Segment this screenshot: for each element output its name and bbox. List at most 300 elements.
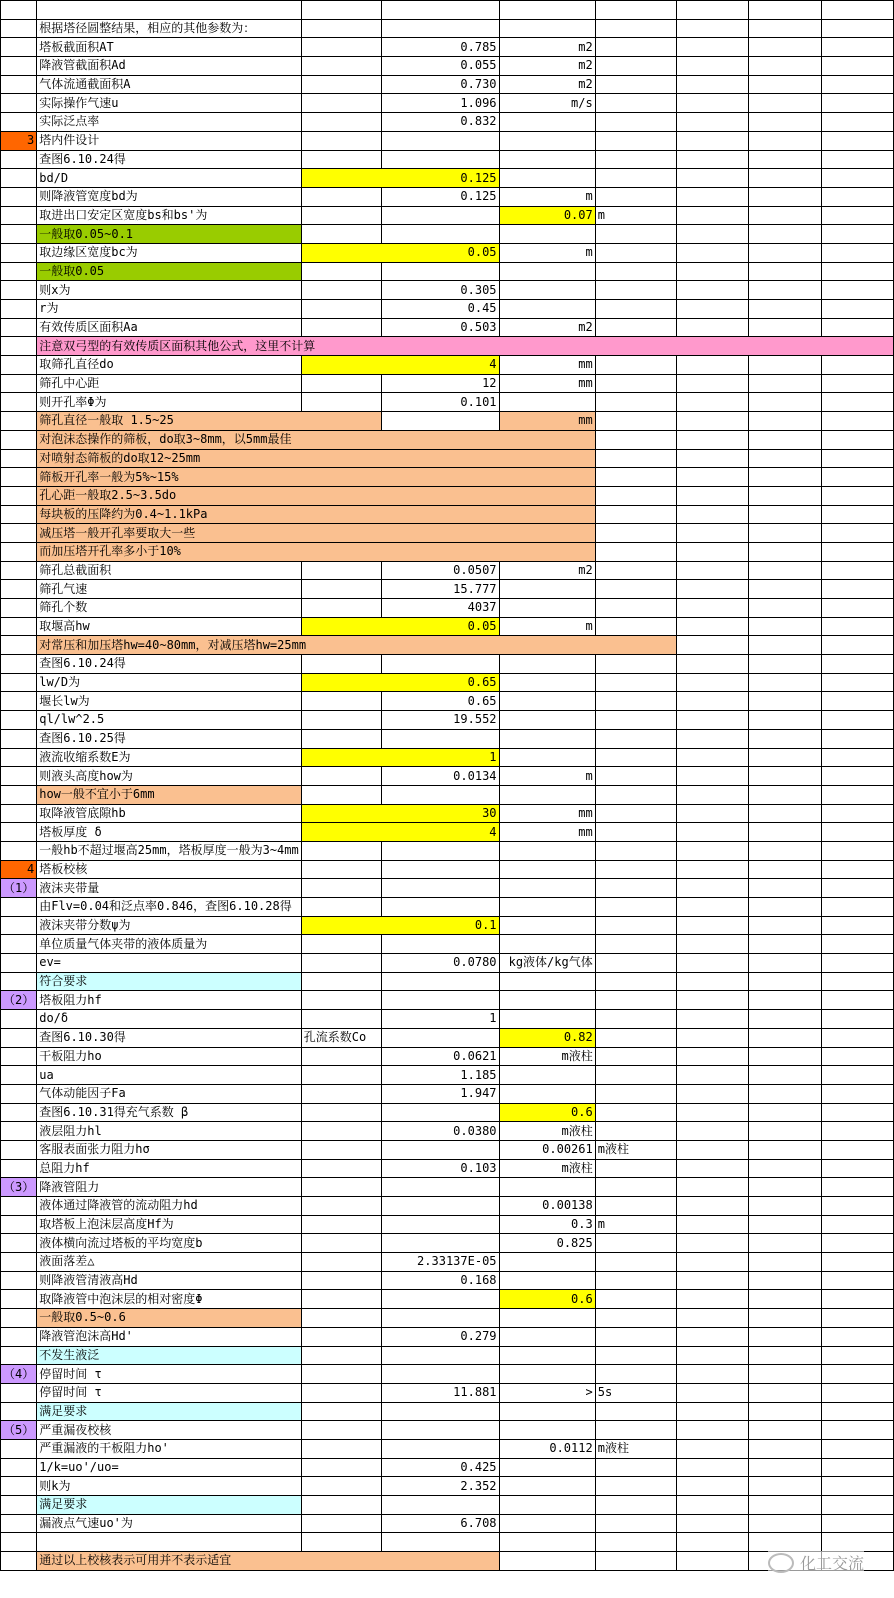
cell-d[interactable]: 0.305 [381, 281, 499, 300]
cell-a[interactable] [1, 374, 37, 393]
cell-a[interactable] [1, 785, 37, 804]
cell-e[interactable] [499, 860, 595, 879]
cell-g[interactable] [676, 374, 748, 393]
cell-f[interactable] [595, 131, 676, 150]
cell-i[interactable] [821, 1271, 893, 1290]
cell-d[interactable]: 2.33137E-05 [381, 1253, 499, 1272]
cell-d[interactable] [381, 655, 499, 674]
cell-e[interactable] [499, 281, 595, 300]
cell-i[interactable] [821, 262, 893, 281]
cell-g[interactable] [676, 524, 748, 543]
cell-d[interactable] [381, 150, 499, 169]
cell-c[interactable] [301, 393, 381, 412]
cell-b[interactable]: 取塔板上泡沫层高度Hf为 [37, 1215, 301, 1234]
cell-g[interactable] [676, 1197, 748, 1216]
cell-f[interactable] [595, 785, 676, 804]
cell-i[interactable] [821, 468, 893, 487]
cell-a[interactable] [1, 636, 37, 655]
cell-d[interactable] [381, 879, 499, 898]
cell-e[interactable]: m2 [499, 38, 595, 57]
cell-h[interactable] [749, 1159, 821, 1178]
cell-h[interactable] [749, 300, 821, 319]
cell-b[interactable]: 则降液管宽度bd为 [37, 187, 301, 206]
cell-i[interactable] [821, 1439, 893, 1458]
cell-h[interactable] [749, 1197, 821, 1216]
cell-i[interactable] [821, 524, 893, 543]
cell-h[interactable] [749, 542, 821, 561]
cell-h[interactable] [749, 785, 821, 804]
cell-b[interactable]: bd/D [37, 169, 301, 188]
cell-d[interactable] [381, 1439, 499, 1458]
cell-i[interactable] [821, 1458, 893, 1477]
cell-h[interactable] [749, 1421, 821, 1440]
cell-b[interactable]: how一般不宜小于6mm [37, 785, 301, 804]
cell-g[interactable] [676, 169, 748, 188]
cell-d[interactable]: 0.503 [381, 318, 499, 337]
cell-d[interactable]: 6.708 [381, 1514, 499, 1533]
cell-e[interactable] [499, 1, 595, 20]
cell-h[interactable] [749, 636, 821, 655]
cell-b[interactable]: 气体动能因子Fa [37, 1084, 301, 1103]
cell-b[interactable]: 则k为 [37, 1477, 301, 1496]
cell-a[interactable]: （4） [1, 1365, 37, 1384]
cell-h[interactable] [749, 19, 821, 38]
cell-a[interactable] [1, 187, 37, 206]
cell-c[interactable] [301, 1010, 381, 1029]
cell-h[interactable] [749, 1458, 821, 1477]
cell-f[interactable] [595, 1496, 676, 1515]
cell-i[interactable] [821, 1402, 893, 1421]
cell-h[interactable] [749, 1309, 821, 1328]
cell-e[interactable] [499, 1178, 595, 1197]
cell-g[interactable] [676, 94, 748, 113]
cell-e[interactable]: 0.6 [499, 1290, 595, 1309]
cell-b[interactable]: 漏液点气速uo'为 [37, 1514, 301, 1533]
cell-d[interactable] [381, 860, 499, 879]
cell-g[interactable] [676, 1271, 748, 1290]
cell-b[interactable]: 一般取0.05~0.1 [37, 225, 301, 244]
cell-d[interactable]: 15.777 [381, 580, 499, 599]
cell-b[interactable]: ua [37, 1066, 301, 1085]
cell-i[interactable] [821, 1066, 893, 1085]
cell-d[interactable] [381, 1421, 499, 1440]
cell-c[interactable] [301, 1496, 381, 1515]
cell-c[interactable] [301, 1047, 381, 1066]
cell-b[interactable]: 根据塔径圆整结果，相应的其他参数为： [37, 19, 301, 38]
cell-d[interactable]: 19.552 [381, 711, 499, 730]
cell-c[interactable] [301, 1178, 381, 1197]
cell-c[interactable] [301, 1122, 381, 1141]
cell-g[interactable] [676, 748, 748, 767]
cell-f[interactable] [595, 150, 676, 169]
cell-a[interactable]: （2） [1, 991, 37, 1010]
cell-d[interactable] [381, 1028, 499, 1047]
cell-b[interactable]: 取降液管底隙hb [37, 804, 301, 823]
cell-b[interactable]: 每块板的压降约为0.4~1.1kPa [37, 505, 595, 524]
cell-b[interactable]: 停留时间 τ [37, 1383, 301, 1402]
cell-i[interactable] [821, 486, 893, 505]
cell-a[interactable] [1, 486, 37, 505]
cell-e[interactable]: mm [499, 374, 595, 393]
cell-b[interactable]: 查图6.10.30得 [37, 1028, 301, 1047]
cell-a[interactable] [1, 19, 37, 38]
cell-i[interactable] [821, 1533, 893, 1552]
cell-i[interactable] [821, 1496, 893, 1515]
cell-e[interactable] [499, 711, 595, 730]
cell-b[interactable]: 取堰高hw [37, 617, 301, 636]
cell-g[interactable] [676, 150, 748, 169]
cell-a[interactable] [1, 1234, 37, 1253]
cell-b[interactable]: 单位质量气体夹带的液体质量为 [37, 935, 301, 954]
cell-i[interactable] [821, 243, 893, 262]
cell-a[interactable] [1, 1290, 37, 1309]
cell-e[interactable]: 0.0112 [499, 1439, 595, 1458]
cell-i[interactable] [821, 785, 893, 804]
cell-h[interactable] [749, 898, 821, 917]
cell-a[interactable] [1, 94, 37, 113]
cell-d[interactable] [381, 262, 499, 281]
cell-a[interactable] [1, 393, 37, 412]
cell-g[interactable] [676, 1159, 748, 1178]
cell-e[interactable] [499, 1346, 595, 1365]
cell-d[interactable]: 1.185 [381, 1066, 499, 1085]
cell-e[interactable] [499, 748, 595, 767]
cell-e[interactable]: m2 [499, 57, 595, 76]
cell-f[interactable] [595, 1159, 676, 1178]
cell-c[interactable]: 孔流系数Co [301, 1028, 381, 1047]
cell-e[interactable]: m2 [499, 75, 595, 94]
cell-d[interactable]: 0.45 [381, 300, 499, 319]
cell-h[interactable] [749, 599, 821, 618]
cell-a[interactable] [1, 561, 37, 580]
cell-e[interactable]: 0.82 [499, 1028, 595, 1047]
cell-i[interactable] [821, 673, 893, 692]
cell-c[interactable] [301, 1383, 381, 1402]
cell-c[interactable]: 0.05 [301, 243, 499, 262]
cell-d[interactable] [381, 1234, 499, 1253]
cell-g[interactable] [676, 38, 748, 57]
cell-e[interactable] [499, 1552, 595, 1571]
cell-i[interactable] [821, 972, 893, 991]
cell-a[interactable] [1, 1309, 37, 1328]
cell-c[interactable] [301, 972, 381, 991]
cell-g[interactable] [676, 1047, 748, 1066]
cell-e[interactable] [499, 1271, 595, 1290]
cell-a[interactable] [1, 916, 37, 935]
cell-c[interactable] [301, 1140, 381, 1159]
cell-i[interactable] [821, 711, 893, 730]
cell-b[interactable]: 对泡沫态操作的筛板，do取3~8mm，以5mm最佳 [37, 430, 595, 449]
cell-i[interactable] [821, 636, 893, 655]
cell-c[interactable] [301, 19, 381, 38]
cell-c[interactable] [301, 1215, 381, 1234]
cell-b[interactable]: ql/lw^2.5 [37, 711, 301, 730]
cell-c[interactable] [301, 281, 381, 300]
cell-g[interactable] [676, 1496, 748, 1515]
cell-d[interactable] [381, 1309, 499, 1328]
cell-e[interactable] [499, 1533, 595, 1552]
cell-i[interactable] [821, 1028, 893, 1047]
cell-a[interactable] [1, 1552, 37, 1571]
cell-c[interactable] [301, 1159, 381, 1178]
cell-e[interactable] [499, 898, 595, 917]
cell-b[interactable]: 对常压和加压塔hw=40~80mm，对减压塔hw=25mm [37, 636, 677, 655]
cell-f[interactable] [595, 449, 676, 468]
cell-a[interactable] [1, 823, 37, 842]
cell-d[interactable] [381, 1496, 499, 1515]
cell-f[interactable] [595, 430, 676, 449]
cell-b[interactable]: 而加压塔开孔率多小于10% [37, 542, 595, 561]
cell-c[interactable] [301, 1477, 381, 1496]
cell-i[interactable] [821, 449, 893, 468]
cell-b[interactable]: 液沫夹带量 [37, 879, 301, 898]
cell-a[interactable] [1, 1028, 37, 1047]
cell-f[interactable] [595, 1066, 676, 1085]
cell-h[interactable] [749, 374, 821, 393]
cell-g[interactable] [676, 1253, 748, 1272]
cell-d[interactable] [381, 412, 499, 431]
cell-g[interactable] [676, 1, 748, 20]
cell-a[interactable] [1, 1010, 37, 1029]
cell-i[interactable] [821, 1197, 893, 1216]
cell-d[interactable]: 0.055 [381, 57, 499, 76]
cell-d[interactable]: 0.168 [381, 1271, 499, 1290]
cell-c[interactable] [301, 1290, 381, 1309]
cell-e[interactable] [499, 1253, 595, 1272]
cell-g[interactable] [676, 898, 748, 917]
cell-e[interactable]: m [499, 767, 595, 786]
cell-b[interactable]: 筛孔气速 [37, 580, 301, 599]
cell-g[interactable] [676, 599, 748, 618]
cell-g[interactable] [676, 1309, 748, 1328]
cell-c[interactable] [301, 898, 381, 917]
cell-g[interactable] [676, 1066, 748, 1085]
cell-d[interactable] [381, 935, 499, 954]
cell-c[interactable]: 1 [301, 748, 499, 767]
cell-d[interactable]: 0.0507 [381, 561, 499, 580]
cell-c[interactable] [301, 1458, 381, 1477]
cell-a[interactable] [1, 75, 37, 94]
cell-a[interactable] [1, 542, 37, 561]
cell-g[interactable] [676, 281, 748, 300]
cell-b[interactable]: 液沫夹带分数ψ为 [37, 916, 301, 935]
cell-h[interactable] [749, 673, 821, 692]
cell-h[interactable] [749, 169, 821, 188]
cell-b[interactable]: 塔板校核 [37, 860, 301, 879]
cell-f[interactable] [595, 1309, 676, 1328]
cell-b[interactable]: 则降液管清液高Hd [37, 1271, 301, 1290]
cell-b[interactable]: ev= [37, 954, 301, 973]
cell-b[interactable]: 满足要求 [37, 1496, 301, 1515]
cell-h[interactable] [749, 1010, 821, 1029]
cell-f[interactable] [595, 468, 676, 487]
cell-d[interactable]: 2.352 [381, 1477, 499, 1496]
cell-f[interactable] [595, 1290, 676, 1309]
cell-e[interactable]: 0.825 [499, 1234, 595, 1253]
cell-i[interactable] [821, 898, 893, 917]
cell-d[interactable] [381, 785, 499, 804]
cell-a[interactable] [1, 169, 37, 188]
cell-c[interactable] [301, 1346, 381, 1365]
cell-f[interactable] [595, 412, 676, 431]
cell-a[interactable] [1, 599, 37, 618]
cell-f[interactable] [595, 281, 676, 300]
cell-d[interactable] [381, 1103, 499, 1122]
cell-a[interactable] [1, 692, 37, 711]
cell-f[interactable] [595, 972, 676, 991]
cell-a[interactable] [1, 1439, 37, 1458]
cell-i[interactable] [821, 655, 893, 674]
cell-i[interactable] [821, 1084, 893, 1103]
cell-f[interactable] [595, 935, 676, 954]
cell-i[interactable] [821, 187, 893, 206]
cell-d[interactable] [381, 1197, 499, 1216]
cell-e[interactable] [499, 19, 595, 38]
cell-a[interactable] [1, 1477, 37, 1496]
cell-h[interactable] [749, 281, 821, 300]
cell-f[interactable] [595, 1122, 676, 1141]
cell-e[interactable]: m液柱 [499, 1047, 595, 1066]
cell-c[interactable] [301, 1, 381, 20]
cell-c[interactable] [301, 1327, 381, 1346]
cell-c[interactable] [301, 767, 381, 786]
cell-d[interactable]: 1 [381, 1010, 499, 1029]
cell-a[interactable] [1, 729, 37, 748]
cell-e[interactable] [499, 1327, 595, 1346]
cell-c[interactable] [301, 57, 381, 76]
cell-c[interactable] [301, 1253, 381, 1272]
cell-f[interactable] [595, 38, 676, 57]
cell-c[interactable] [301, 1421, 381, 1440]
cell-e[interactable]: m [499, 243, 595, 262]
cell-h[interactable] [749, 1253, 821, 1272]
cell-e[interactable] [499, 1084, 595, 1103]
cell-h[interactable] [749, 748, 821, 767]
cell-b[interactable] [37, 1533, 301, 1552]
cell-a[interactable] [1, 449, 37, 468]
cell-f[interactable] [595, 1253, 676, 1272]
cell-g[interactable] [676, 785, 748, 804]
cell-i[interactable] [821, 94, 893, 113]
cell-b[interactable]: 液体横向流过塔板的平均宽度b [37, 1234, 301, 1253]
cell-f[interactable] [595, 1271, 676, 1290]
cell-a[interactable]: 3 [1, 131, 37, 150]
cell-b[interactable]: 塔板阻力hf [37, 991, 301, 1010]
cell-g[interactable] [676, 729, 748, 748]
cell-b[interactable]: 一般取0.05 [37, 262, 301, 281]
cell-f[interactable] [595, 486, 676, 505]
cell-i[interactable] [821, 169, 893, 188]
cell-e[interactable]: m [499, 617, 595, 636]
cell-i[interactable] [821, 542, 893, 561]
cell-g[interactable] [676, 430, 748, 449]
cell-e[interactable] [499, 1514, 595, 1533]
cell-g[interactable] [676, 711, 748, 730]
cell-h[interactable] [749, 131, 821, 150]
cell-f[interactable] [595, 655, 676, 674]
cell-e[interactable] [499, 785, 595, 804]
cell-a[interactable]: （3） [1, 1178, 37, 1197]
cell-e[interactable] [499, 879, 595, 898]
cell-d[interactable]: 0.0134 [381, 767, 499, 786]
cell-f[interactable] [595, 599, 676, 618]
cell-b[interactable]: 塔板截面积AT [37, 38, 301, 57]
cell-f[interactable] [595, 804, 676, 823]
cell-d[interactable]: 0.0780 [381, 954, 499, 973]
cell-g[interactable] [676, 1028, 748, 1047]
cell-g[interactable] [676, 1477, 748, 1496]
cell-b[interactable]: 降液管泡沫高Hd' [37, 1327, 301, 1346]
cell-i[interactable] [821, 131, 893, 150]
cell-g[interactable] [676, 1365, 748, 1384]
cell-c[interactable] [301, 580, 381, 599]
cell-b[interactable]: 一般hb不超过堰高25mm，塔板厚度一般为3~4mm [37, 841, 301, 860]
cell-i[interactable] [821, 1365, 893, 1384]
cell-g[interactable] [676, 1103, 748, 1122]
cell-h[interactable] [749, 841, 821, 860]
cell-i[interactable] [821, 1140, 893, 1159]
cell-b[interactable]: 则开孔率Φ为 [37, 393, 301, 412]
cell-h[interactable] [749, 991, 821, 1010]
cell-f[interactable] [595, 393, 676, 412]
cell-f[interactable] [595, 1010, 676, 1029]
cell-a[interactable] [1, 655, 37, 674]
cell-i[interactable] [821, 879, 893, 898]
cell-b[interactable]: 查图6.10.24得 [37, 150, 301, 169]
cell-f[interactable] [595, 113, 676, 132]
cell-i[interactable] [821, 729, 893, 748]
cell-h[interactable] [749, 1178, 821, 1197]
cell-a[interactable] [1, 57, 37, 76]
cell-f[interactable] [595, 225, 676, 244]
cell-g[interactable] [676, 505, 748, 524]
cell-i[interactable] [821, 692, 893, 711]
cell-g[interactable] [676, 542, 748, 561]
cell-b[interactable]: 筛孔中心距 [37, 374, 301, 393]
cell-d[interactable] [381, 1346, 499, 1365]
cell-g[interactable] [676, 318, 748, 337]
cell-b[interactable]: 查图6.10.25得 [37, 729, 301, 748]
cell-e[interactable] [499, 1309, 595, 1328]
cell-f[interactable]: m液柱 [595, 1140, 676, 1159]
cell-h[interactable] [749, 412, 821, 431]
cell-g[interactable] [676, 1178, 748, 1197]
cell-f[interactable] [595, 1477, 676, 1496]
cell-f[interactable] [595, 505, 676, 524]
cell-a[interactable] [1, 580, 37, 599]
cell-g[interactable] [676, 1010, 748, 1029]
cell-e[interactable]: > [499, 1383, 595, 1402]
cell-b[interactable]: 取边缘区宽度bc为 [37, 243, 301, 262]
cell-f[interactable] [595, 898, 676, 917]
cell-d[interactable] [381, 1290, 499, 1309]
cell-g[interactable] [676, 486, 748, 505]
cell-i[interactable] [821, 1047, 893, 1066]
cell-c[interactable] [301, 1514, 381, 1533]
cell-f[interactable] [595, 823, 676, 842]
cell-i[interactable] [821, 300, 893, 319]
cell-d[interactable]: 0.65 [381, 692, 499, 711]
cell-g[interactable] [676, 1552, 748, 1571]
cell-g[interactable] [676, 1439, 748, 1458]
cell-b[interactable]: 客服表面张力阻力hσ [37, 1140, 301, 1159]
cell-h[interactable] [749, 1215, 821, 1234]
cell-f[interactable]: m [595, 206, 676, 225]
cell-e[interactable] [499, 1402, 595, 1421]
cell-i[interactable] [821, 1346, 893, 1365]
cell-i[interactable] [821, 281, 893, 300]
cell-f[interactable] [595, 356, 676, 375]
